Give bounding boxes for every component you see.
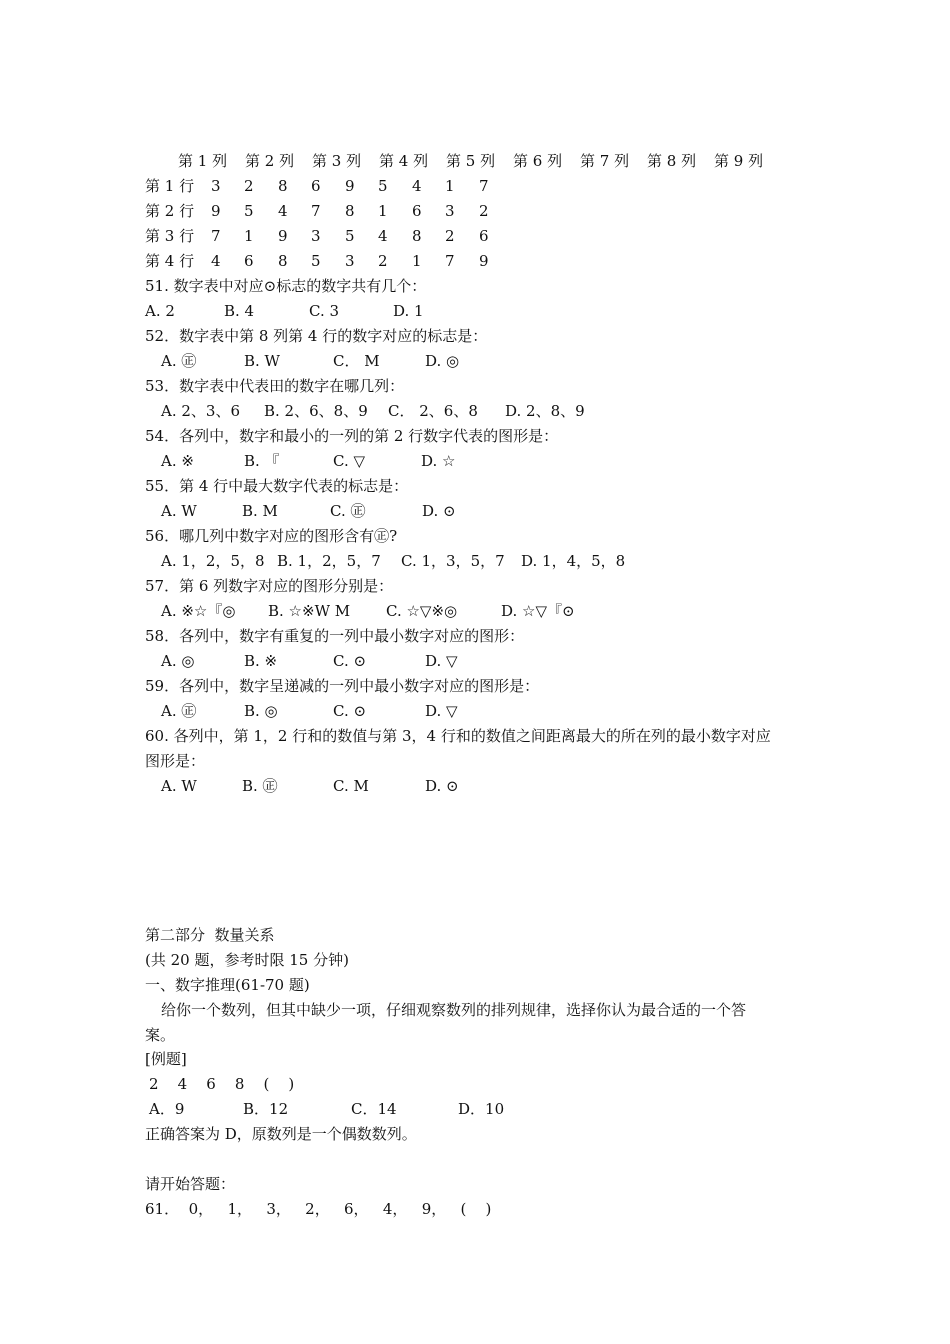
option: D. ▽ — [425, 652, 458, 670]
option: B. 2、6、8、9 — [264, 402, 368, 420]
row-label: 第 1 行 — [145, 177, 195, 195]
col-header: 第 9 列 — [714, 152, 764, 170]
example-option: D．10 — [458, 1100, 505, 1118]
option: A. 2、3、6 — [161, 402, 240, 420]
table-cell: 7 — [479, 177, 489, 195]
option: D. ☆ — [421, 452, 456, 470]
example-sequence: 2 4 6 8 ( ) — [149, 1075, 295, 1093]
option: C． M — [333, 352, 380, 370]
option: A. 1，2，5，8 — [161, 552, 265, 570]
example-option: B．12 — [243, 1100, 289, 1118]
table-cell: 2 — [378, 252, 388, 270]
table-cell: 7 — [211, 227, 221, 245]
start-prompt: 请开始答题： — [145, 1175, 236, 1193]
table-cell: 3 — [345, 252, 355, 270]
question-stem: 54．各列中，数字和最小的一列的第 2 行数字代表的图形是： — [145, 427, 559, 445]
table-cell: 2 — [479, 202, 489, 220]
question-stem: 60. 各列中，第 1，2 行和的数值与第 3，4 行和的数值之间距离最大的所在列的最小数字对应 — [145, 727, 771, 745]
option: B. ※ — [244, 652, 278, 670]
table-cell: 6 — [479, 227, 489, 245]
table-cell: 1 — [244, 227, 254, 245]
option: C. ☆▽※◎ — [386, 602, 458, 620]
question-stem-continued: 图形是： — [145, 752, 206, 770]
section-title: 第二部分 数量关系 — [145, 926, 275, 944]
question-stem: 57．第 6 列数字对应的图形分别是： — [145, 577, 394, 595]
instruction-text: 给你一个数列，但其中缺少一项，仔细观察数列的排列规律，选择你认为最合适的一个答 — [161, 1001, 747, 1019]
option: A. ※☆『◎ — [161, 602, 236, 620]
table-cell: 4 — [211, 252, 221, 270]
example-option: C．14 — [351, 1100, 397, 1118]
section-note: (共 20 题，参考时限 15 分钟) — [145, 951, 349, 969]
table-cell: 3 — [311, 227, 321, 245]
table-cell: 5 — [311, 252, 321, 270]
table-cell: 1 — [445, 177, 455, 195]
table-cell: 8 — [278, 177, 288, 195]
option: C. ⊙ — [333, 702, 367, 720]
option: A. ※ — [161, 452, 194, 470]
table-cell: 4 — [378, 227, 388, 245]
col-header: 第 2 列 — [245, 152, 295, 170]
question-stem: 56．哪几列中数字对应的图形含有㊣? — [145, 527, 398, 545]
option: D. ◎ — [425, 352, 460, 370]
example-label: [例题] — [145, 1050, 187, 1068]
table-cell: 9 — [278, 227, 288, 245]
question-61: 61． 0， 1， 3， 2， 6， 4， 9， ( ) — [145, 1200, 492, 1218]
option: C. 3 — [309, 302, 340, 320]
option: C. ⊙ — [333, 652, 367, 670]
table-cell: 9 — [479, 252, 489, 270]
option: D. 2、8、9 — [505, 402, 585, 420]
table-cell: 1 — [378, 202, 388, 220]
option: B. M — [242, 502, 278, 520]
row-label: 第 4 行 — [145, 252, 195, 270]
table-cell: 5 — [378, 177, 388, 195]
option: D. ☆▽『⊙ — [501, 602, 575, 620]
table-cell: 9 — [345, 177, 355, 195]
question-stem: 58．各列中，数字有重复的一列中最小数字对应的图形： — [145, 627, 525, 645]
option: D. ⊙ — [425, 777, 459, 795]
option: A. W — [161, 502, 197, 520]
subsection-title: 一、数字推理(61-70 题) — [145, 976, 310, 994]
table-cell: 4 — [278, 202, 288, 220]
option: D. 1 — [393, 302, 424, 320]
option: B. 4 — [224, 302, 255, 320]
table-cell: 2 — [445, 227, 455, 245]
option: C. ㊣ — [330, 502, 366, 520]
instruction-text-continued: 案。 — [145, 1026, 176, 1044]
option: D. ⊙ — [422, 502, 456, 520]
option: B. W — [244, 352, 280, 370]
example-option: A．9 — [149, 1100, 185, 1118]
table-cell: 5 — [345, 227, 355, 245]
option: B. ◎ — [244, 702, 278, 720]
col-header: 第 7 列 — [580, 152, 630, 170]
table-cell: 3 — [445, 202, 455, 220]
option: A. ㊣ — [161, 352, 197, 370]
table-cell: 5 — [244, 202, 254, 220]
table-cell: 7 — [445, 252, 455, 270]
col-header: 第 8 列 — [647, 152, 697, 170]
question-stem: 53．数字表中代表田的数字在哪几列： — [145, 377, 405, 395]
question-stem: 55．第 4 行中最大数字代表的标志是： — [145, 477, 409, 495]
col-header: 第 3 列 — [312, 152, 362, 170]
row-label: 第 3 行 — [145, 227, 195, 245]
option: D. 1，4，5，8 — [521, 552, 626, 570]
table-cell: 2 — [244, 177, 254, 195]
table-cell: 8 — [412, 227, 422, 245]
col-header: 第 5 列 — [446, 152, 496, 170]
option: B. ☆※W M — [268, 602, 351, 620]
question-stem: 59．各列中，数字呈递减的一列中最小数字对应的图形是： — [145, 677, 540, 695]
col-header: 第 6 列 — [513, 152, 563, 170]
example-answer: 正确答案为 D，原数列是一个偶数数列。 — [145, 1125, 417, 1143]
option: D. ▽ — [425, 702, 458, 720]
col-header: 第 1 列 — [178, 152, 228, 170]
table-cell: 7 — [311, 202, 321, 220]
question-stem: 52．数字表中第 8 列第 4 行的数字对应的标志是： — [145, 327, 488, 345]
question-stem: 51. 数字表中对应⊙标志的数字共有几个： — [145, 277, 427, 295]
option: C． 2、6、8 — [388, 402, 478, 420]
table-cell: 6 — [412, 202, 422, 220]
option: C. 1，3，5，7 — [401, 552, 505, 570]
option: A. W — [161, 777, 197, 795]
option: A. ㊣ — [161, 702, 197, 720]
option: A. ◎ — [161, 652, 195, 670]
option: A. 2 — [145, 302, 175, 320]
table-cell: 6 — [244, 252, 254, 270]
option: C. ▽ — [333, 452, 366, 470]
table-cell: 4 — [412, 177, 422, 195]
table-cell: 8 — [345, 202, 355, 220]
table-cell: 3 — [211, 177, 221, 195]
row-label: 第 2 行 — [145, 202, 195, 220]
col-header: 第 4 列 — [379, 152, 429, 170]
table-cell: 8 — [278, 252, 288, 270]
option: B. 『 — [244, 452, 280, 470]
table-cell: 1 — [412, 252, 422, 270]
table-cell: 6 — [311, 177, 321, 195]
option: C. M — [333, 777, 369, 795]
option: B. ㊣ — [242, 777, 278, 795]
option: B. 1，2，5，7 — [277, 552, 381, 570]
table-cell: 9 — [211, 202, 221, 220]
